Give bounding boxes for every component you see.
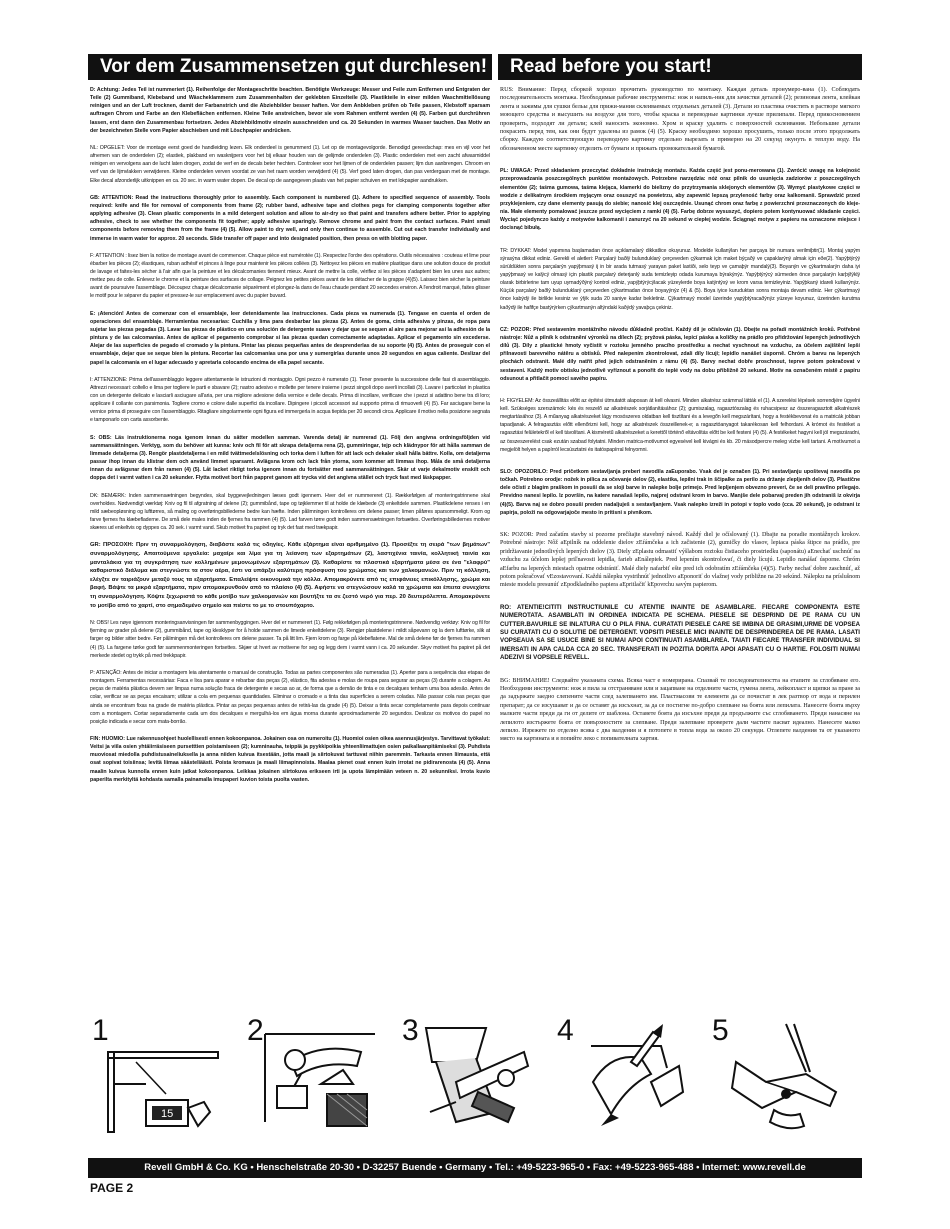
company-footer: Revell GmbH & Co. KG • Henschelstraße 20-30 • D-32257 Buende • Germany • Tel.: +49-5223-965-0 • Fax: +49-5223-965-488 • Internet: www.revell.de (88, 1158, 862, 1178)
page-number: PAGE 2 (90, 1181, 134, 1195)
instruction-paragraph: P: ATENÇÃO: Antes de iniciar a montagem leia atentamente o manual de construção. Todas as partes componentes são numeradas (1). Aperter para a sequência das etapas de montagem. Ferramentas necessárias: Faca e lixa para aparar e rebarbar das peças (2), elástico, fita adesiva e molas de roupa para segurar as peças (3) durante a colagem. As peças de matéria plástica devem ser limpas numa solução fraca de detergente e secas ao ar, de forma que a demão de tinta e os decalques tenham uma boa adesão. Antes de colar, verificar se as peças encaixam; utilizar a cola em pequenas quantidades. Eliminar o cromado e a tinta das superfícies a serem coladas. Não passar cola nas peças que ainda se encontram fixas na grade de matéria plástica. Pintar as peças pequenas antes de retirá-las da grade (4) (5). Deixar a tinta secar completamente para depois continuar com a montagem. Cortar separadamente cada um dos decalques e mergulhá-los em água morna durante aproximadamente 20 segundos. Deslizar os motivos do papel no posição indicada e secar com mata-borrão. (90, 669, 490, 725)
step-number: 3 (402, 1014, 419, 1047)
instruction-paragraph: RO: ATENTIE!CITITI INSTRUCTIUNILE CU ATENTIE INAINTE DE ASAMBLARE. FIECARE COMPONENTA ESTE NUMEROTATA. ASAMBLATI IN ORDINEA INDICATA PE SCHEMA. PIESELE SE DESPRIND DE PE RAMA CU UN CUTTER.BAVURILE SE INLATURA CU O PILA FINA. CURATATI PIESELE CARE SE IMBINA DE GRASIMI,URME DE VOPSEA SU CURATATI CU O SOLUTIE DE DETERGENT. VOPSITI PIESELE MICI INAINTE DE DESPRINDEREA DE PE RAMA. LASATI VOPSEAUA SA SE USUCE BINE SI NUMAI APOI CONTINUATI ASAMBLAREA. TAIATI FIECARE TRANSFER INDIVIDUAL SI IMERSATI IN APA CALDA CCA 20 SEC. TRANSFERATI IN POZITIA DORITA APOI APASATI CU O HARTIE. FOLOSITI NUMAI ADEZIVI SI VOPSELE REVELL. (500, 603, 860, 662)
instruction-paragraph: GR: ΠΡΟΣΟΧΗ: Πριν τη συναρμολόγηση, διαβάστε καλά τις οδηγίες. Κάθε εξάρτημα είναι αριθμημένο (1). Προσέξτε τη σειρά "των βημάτων" συναρμολόγησης. Απαιτούμενα εργαλεία: μαχαίρι και λίμα για τη λείανση των εξαρτημάτων (2), λαστιχένια ταινία, κολλητική ταινία και μανταλάκια για τη συγκράτηση των κολλημένων μεμονωμένων εξαρτημάτων (3). Καθαρίστε τα πλαστικά εξαρτήματα μέσα σε ένα "ελαφρύ" καθαριστικό διάλυμα και στεγνώστε τα στον αέρα, έστι να υπάρξει καλύτερη πρόσφυση του χρώματος και των χαλκομανιών. Πριν τη κόλληση, ελέγξτε αν ταιριάζουν μεταξύ τους τα εξαρτήματα. Επαλείψτε οικονομικά την κόλλα. Απομακρύνετε από τις επιφάνειες επικόλλησης, χρώμα και βαφή. Βάψτε τα μικρά εξαρτήματα, πριν απομακρυνθούν από το πλαίσιο (4) (5). Αφήστε να στεγνώσουν καλά τα χρώματα και έπειτα συνεχίστε τη συναρμολόγηση. Κόψτε ξεχωριστά το κάθε μοτίβο των χαλκομανιών και βουτήξτε τα σε ζεστό νερό για περ. 20 δευτερόλεπτα. Απομακρύνετε το μοτίβο από το χαρτί, στο σημαδεμένο σημείο και πιέστε το με το στουπόχαρτο. (90, 542, 490, 609)
instruction-paragraph: RUS: Внимание: Перед сборкой хорошо прочитать руководство по монтажу. Каждая деталь пронумеро-вана (1). Соблюдать последовательность монтажа. Необходимые рабочие инструменты: нож и напиль-ник для зачистки деталей (2); резиновая лента, клейкая лента и зажимы для сушки бельы для прижи-мания склеиваемых отдельных деталей (3). Детали из пластика очистить в растворе мягкого моющего средства и высушить на воздухе для того, чтобы краска и переводные картинки лучше прилипали. Перед прикосновением проверить, подходят ли детали; клей наносить экономно. Хром и краску удалить с поверхностей склеивания. Небольшие детали покрасить перед тем, как они будут удалены из рамок (4) (5). Краску необходимо хорошо просушить, только после этого продолжать сборку. Каждую соответствующую переводную картинку отдельно вырезать и примерно на 20 секунд окунуть в теплую воду. На обозначенном месте картинку отделить от бумаги и прижать промокательной бумагой. (500, 87, 860, 152)
step-3 (400, 1014, 542, 1143)
instruction-paragraph: I: ATTENZIONE: Prima dell'assemblaggio leggere attentamente le istruzioni di montaggio. Ogni pezzo è numerato (1). Tener presente la successione delle fasi di assemblaggio. Attrezzi necessari: coltello e lima per togliere le parti e sbavare (2); nastro adesivo e mollette per tenere insieme i pezzi singoli dopo averli incollati (3). Lavare i particolari in plastica con un detergente delicato e lasciarli asciugare all'aria, per una migliore adesione della vernice e delle decals. Prima di incollare, verificare che i pezzi si adattino bene tra di loro; applicare il collante con parsimonia. Togliere cromo e colore dalle superfici da incollare. Dipingere i piccoli accessori sul supporto prima di rimuoverli (4) (5). Far asciugare bene la vernice prima di proseguire con l'assemblaggio. Ritagliare singolarmente ogni figura ed immergerla in acqua tiepida per 20 secondi circa. Applicare il motivo nella posizione segnata e tamponarlo con carta assorbente. (90, 376, 490, 424)
illustration-steps (90, 1014, 860, 1143)
instruction-paragraph: CZ: POZOR: Před sestavením montážního návodu důkladně pročíst. Každý díl je očíslován (1). Dbejte na pořadí montážních kroků. Potřebné nástroje: Nůž a pilník k odstranění výronků na dílech (2); pryžová páska, lepicí páska a kolíčky na prádlo pro přidržování lepených jednotlivých dílů (3). Díly z plastické hmoty vyčistit v roztoku jemného pracího prostředku a nechat vyschnout na vzduchu, za účelem zajištění lepší přilnavosti barevného nátěru a obtisků. Před nalepením zkontrolovat, zdali díly lícují; lepidlo nanášet úsporně. Chróm a barvu na lepených plochách odstranit. Malé díly natřít před jejich odstraněním z rámu (4) (5). Barvy nechat dobře proschnout, teprve potom pokračovat v sestavení. Každý motiv obtisku jednotlivě vyříznout a ponořit do teplé vody na dobu přibližně 20 sekund. Motiv na označeném místě z papíru odsunout a přitlačit pomocí savého papíru. (500, 326, 860, 382)
instruction-paragraph: H: FIGYELEM: Az összeállítás előtt az építési útmutatót alaposan át kell olvasni. Minden alkatrész számmal látták el (1). A szerelési lépések sorrendjére ügyelni kell. Szükséges szerszámok: kés és reszelő az alkatrészek sorjátlanításához (2); gumiszalag, ragasztószalag és ruhacsipesz az összeragasztott alkatrészek megtartásához (3). A műanyag alkatrészeket lágy mosószeres oldatban kell tisztítani és a levegőn kell megszárítani, hogy a festékbevonat és a matricák jobban tapadjanak. A felragasztás előtt ellenőrizni kell, hogy az alkatrészek összeillenek-e; a ragasztóanyagot takarékosan kell felhordani. A krómot és festéket a ragasztási felületekről el kell távolítani. A kisméretű alkatrészeket a kerettől történő eltávolítás előtt be kell festeni (4) (5). A festékeket hagyni kell jól megszáradni, az összeszerelést csak ezután szabad folytatni. Minden matrica-motívumot egyesével kell kivágni és kb. 20 másodpercre meleg vízbe kell tartani. A motívumot a megjelölt helyen a papírról lecsúsztatni és itatóspapírral felnyomni. (500, 397, 860, 453)
instruction-paragraph: D: Achtung: Jedes Teil ist nummeriert (1). Reihenfolge der Montageschritte beachten. Benötigte Werkzeuge: Messer und Feile zum Entfernen und Entgraten der Teile (2) Gummiband, Klebeband und Wäscheklammern zum Zusammenhalten der geklebten Einzelteile (3). Plastikteile in einer milden Waschmittellösung reinigen und an der Luft trocknen, damit der Farbanstrich und die Abziehbilder besser haften. Vor dem Anbkleben prüfen ob Teile passen, Klebstoff sparsam auftragen Chrom und Farbe an den Klebeflächen entfernen. Kleine Teile anstreichen, bevor sie vom Rahmen entfernt werden (4) (5). Farben gut durchrühren lassen, erst dann den Zusammenbau fortsetzen. Jedes Abziehbildmotiv einzeln ausschneiden und ca. 20 Sekunden in warmes Wasser tauchen. Das Motiv an der bezeichneten Stelle vom Papier abschieben und mit Löschpapier andrücken. (90, 87, 490, 134)
knife-and-file-icon (261, 1022, 381, 1142)
step-5 (710, 1014, 852, 1143)
right-column (500, 86, 860, 848)
instruction-paragraph: TR: DYKKAT: Model yapımına başlamadan önce açıklamalarý dikkatlice okuyunuz. Modelde kullanýlan her parçaya bir numara verilmiþtir(1). Montaj yapým sýrasýna dikkat ediniz. Gerekli el aletleri: Parçalarý baðlý bulunduklarý çerçeveden çýkarmak için maket býçaðý ve çapaklarýný almak için eðe(2). Yapýþtýrýý sürüldükten sonra parçalarýn yapýþmasý ij in bir arada tutmasý yarayan paket lastiði, selo teyp ve çamaþýr mandalý(3). Boyanýn ve çýkartmalarýn daha iyi yapýþmasý ve kalýcý olmasý için plastik parçalarý deterjanlý suda temizleyip odada kurumaya býrakýnýz. Yapýþtýrýcý sürmeden önce parçalarýn karþýlýklý olarak birbirlerine tam uyup uymadýðýný kontrol ediniz, yapýþtýrýcýlacak yüzeylerde boya katýntýsý ve krom varsa temizleyiniz. Yapýþkaný idareli kullanýnýz. Küçük parçalarý baðlý bulunduklarý çerçeveden çýkartmadan önce boyayýnýz (4) & (5). Boya iyice kuruduktan sonra montaja devam ediniz. Her çýkartmayý önce kabýdý ile birlikte kesiniz ve ýlýk suda 20 saniye kadar bekletiniz. Çýkartmayý model üzerinde yapýþtýracaðýnýz yüzeye koyunuz, üzerinden kurutma kaðýdý ile hafifçe bastýrýrken çýkartmanýn altýndaki kaðýdý yavaþça çekiniz. (500, 247, 860, 311)
step-number: 5 (712, 1014, 729, 1047)
paint-brush-frame-icon (571, 1022, 691, 1142)
instruction-paragraph: N: OBS! Les nøye igjennom monteringsanvisningen før sammenbyggingen. Hver del er nummerert (1). Følg rekkefølgen på monteringstrinnene. Nødvendig verktøy: Kniv og fil for fjerning av grader på delene (2), gummibånd, tape og klesklyper for å holde sammen de limede enkeltdelene (3). Rengjør plastdelene i mildt såpevann og la dem lufttørke, slik at farger og bilder sitter bedre. Før pålimingen må det kontrolleres om delene passer. Ta på litt lim. Fjern krom og farge på klebeflatene. Mal de små delene før de fjernes fra rammen (4) (5). La fargene tørke godt før sammenmonteringen fortsettes. Skjær ut hvert av motivene for seg og legg dem i varmt vann i ca. 20 sekunder. Skyv motivet fra papiret på det merkede stedet og trykk på med trekkpapir. (90, 620, 490, 659)
instruction-paragraph: DK: BEMÆRK: Inden sammensætningen begyndes, skal byggevejledningen læses godt igennem. Hver del er nummereret (1). Rækkefølgen af monteringstrinnene skal overholdes. Nødvendigt værktøj: Kniv og fil til afgratning af delene (2); gummibånd, tape og tøjklemmer til at holde de klæbede (3) enkeltdele sammen. Plastikdelene renses i en mild sæbeopløsning og lufttørres, så maling og overføringsbillederne bedre kan hæfte. Inden pålimningen kontrolleres om delene passer; limen påføres sparsommeligt. Krom og farve fjernes fra klæbefladerne. De små dele males inden de fjernes fra rammen (4) (5). Lad farven tørre godt inden sammensætningen fortsættes. Overføringsbilledernes motiver skæres ud enkeltvis og dyppes ca. 20 sek. i varmt vand. Skub motivet fra papiret og tryk det fast med trækpapir. (90, 492, 490, 532)
parts-numbered-icon (106, 1022, 226, 1142)
instruction-paragraph: PL: UWAGA: Przed składaniem przeczytać dokładnie instrukcję montażu. Każda część jest ponu-merowana (1). Zwrócić uwagę na kolejność przeprowadzania poszczególnych punktów montażowych. Potrzebne narzędzia: nóż oraz pilnik do usunięcia zadziorów z poszczególnych elementów (2); taśma gumowa, taśma klejąca, klamerki do bielizny do przytrzymania sklejonych elementów (3). Wymyć plastykowe części w wodzie z delikatnym środkiem myjącym oraz osuszyć na powietrzu, aby zapewnić lepszą przyleność farby oraz kalkomanii. Sprawdzić przed przyklejeniem, czy dane elementy pasują do siebie; nanosić klej oszczędnie. Usunąć chrom oraz farbę z powierzchni przeznaczonych do kleje-nia. Małe elementy pomalować jeszcze przed wycięciem z ramki (4) (5). Farbę dobrze wysuszyć, dopiero potem kontynuować składanie części. Wyciąć pojedynczo każdy z motywów kalkomanii i zanurzyć na 20 sekund w ciepłej wodzie. Ściągnąć motyw z papieru na oznaczone miejsce i docisnąć bibułą. (500, 168, 860, 232)
banner-german: Vor dem Zusammensetzen gut durchlesen! (88, 54, 492, 80)
instruction-paragraph: NL: OPGELET: Voor de montage eerst goed de handleiding lezen. Elk onderdeel is genummerd (1). Let op de montagevolgorde. Benodigd gereedschap: mes en vijl voor het afnemen van de onderdelen (2); elastiek, plakband en wasknijpers voor het bij elkaar houden van de gelijmde onderdelen (3). Plastic onderdelen met een zacht afwasmiddel reinigen en vervolgens aan de lucht laten drogen, zodat de verf en de decals beter hechten. Controleer voor het lijmen of de onderdelen passen; lijm dun aanbrengen. Chroom en verf van de lijmvlakken verwijderen. Kleine onderdelen verven voordat ze van het raam worden verwijderd (4) (5). Verf goed laten drogen, dan pas verdergaan met de montage. Elke decal afzonderlijk uitknippen en ca. 20 sec. in warm water dopen. De decal op de aangegeven plaats van het papier schuiven en met lokpapier aandrukken. (90, 144, 490, 184)
instruction-paragraph: S: OBS: Läs instruktionerna noga igenom innan du sätter modellen samman. Varenda detalj är numrerad (1). Följ den angivna ordningsföljden vid sammansättningen. Verktyg, som du behöver att kunna: kniv och fil för att skrapa detaljerna rena (2), gummiringar, tejp och klädnypor för att hålla samman de limmade detaljerna (3). Rengör plastdetaljerna i en mild tvättmedelslösning och torka dem i luften för att lack och dekaler skall hålla bättre. Kolla, om detaljerna passar ihop innan du klistrar dem och använd limmet sparsamt. Avlägsna krom och lack från ytorna, som kommer att limmas ihop. Måla de små detaljerna innan du avlägsnar dem från ramen (4) (5). Låt lacket riktigt torka igenom innan du fortsätter med sammansättningen. Skär ut varje dekalmotiv enskilt och doppa det i varmt vatten i ca 20 sekunder. Flytta motivet bort från pappret ganom att trycka vid det angivna stället och tryck fast med läskpapper. (90, 434, 490, 482)
decal-tweezers-icon (726, 1022, 846, 1142)
instruction-paragraph: SLO: OPOZORILO: Pred pričetkom sestavljanja preberi navodila zaEuporabo. Vsak del je označen (1). Pri sestavljanju upoštevaj navodila po točkah. Potrebno orodje: nožek in pilica za očevanje delov (2), elastika, lepilni trak in ščipalke za perilo za držanje zlepljenih delov (3). Plastične dele očisti z blagim praškom in posuši da se sloji barve in nalepke bolje primejo. Pred lepljenjem obvezno preveri, če se deli pravilno prilegajo. Previdno nanesi lepilo. Iz površin, na katere nanašaš lepilo, najprej odstrani krom in barvo. Manjše dele pobarvaj preden jih odstraniš iz okvirja (4)(5). Barva naj se dobro posuši preden nadaljuješ s sestavljanjem. Vsak nalepko izreži in potopi v toplo vodo (cca. 20 sekund), jo odstrani iz papirja, položi na odgovarjajoče mesto in pritisni s pivnikom. (500, 468, 860, 516)
instruction-paragraph: SK: POZOR: Pred začatím stavby si pozorne prečítajte stavebný návod. Každý diel je očíslovaný (1). Dbajte na poradie montážnych krokov. Potrebné nástroje: Nôž aEpilník na oddelenie dielov zEŕámčeka a ich začistenie (2), gumičky do vlasov, lepiaca páska štipce na prádlo, pre pridržiavanie jednotlivých lepených dielov (3). Diely zEplastu odmastiť výšlabom roztoku čistiaceho prostriedku (saponátu) aEnechať uschnúť na vzduchu za účelom lepšej priľnavosti lepidla, farieb aEnálepiek. Pred lepením skontrolovať, či diely lícujú. Lepidlo nanášať úsporne. Chróm aEfarbu na lepených miestach opatrne odstrániť. Malé diely nafarbiť ešte pred ich odobratím zEŕámčeka (4)(5). Farby nechať dobre zaschnúť, až potom pokračovať vEzostavovaní. Každú nálepku vystrihnúť jednotlivo aEponoriť do vlažnej vody približne na 20 sekúnd. Nálepku na príslušnom mieste modelu presunúť zEpodkladného papiera aEpritlačiť kEpovrchu savým papierom. (500, 531, 860, 589)
step-2 (245, 1014, 387, 1143)
instruction-paragraph: E: ¡Atención! Antes de comenzar con el ensamblaje, leer detenidamente las instrucciones. Cada pieza va numerada (1). Tengase en cuenta el orden de operaciones del ensamblaje. Herramientas necesarias: Cuchilla y lima para desbarbar las piezas (2). Antes de goma, cinta adhesiva y pinzas, de ropa para sujetar las piezas pegadas (3). Lavar las piezas de plástico en una solución de detergente suave y dejar que se sequen al aire para mejorar así la adhesión de la pintura y de las calcomanías. Antes de aplicar el pegamento comprobar si las piezas quedan correctamente adaptadas. Aplicar el pegamento sin excederse. Alejar de las superficies de pegado el cromado y la pintura. Pintar las piezas pequeñas antes de desprenderlas de su soporte (4) (5). Antes de proseguir con el ensamblaje, dejar que se seque bien la pintura. Recortar las calcomanías una por una y sumergirlas durante unos 20 segundos en agua caliente. Deslizar del papel la calcomanía en el lugar adecuado y apretarla colocando encima de ella papel secante. (90, 310, 490, 366)
instruction-paragraph: F: ATTENTION : lisez bien la notice de montage avant de commencer. Chaque pièce est numérotée (1). Respectez l'ordre des opérations. Outils nécessaires : couteau et lime pour ébarber les pièces (2); élastiques, ruban adhésif et pinces à linge pour maintenir les pièces collées (3). Nettoyez les pièces en matière plastique dans une solution douce de produit de lavage et faites-les sécher à l'air afin que la peinture et les décalcomanies tiennent mieux. Avant de mettre la colle, vérifiez si les pièces s'adaptent bien les unes aux autres; mettez peu de colle. Enlevez le chrome et la peinture des surfaces de collage. Peignez les petites pièces avant de les détacher de la grappe (4)(5). Laissez bien sécher la peinture avant de poursuivre l'assemblage. Découpez chaque décalcomanie séparément et plongez-la dans de l'eau chaude pendant 20 secondes environ. A l'endroit marqué, faites glisser le motif pour le séparer du papier et pressez-le sur emplacement avec du papier buvard. (90, 252, 490, 300)
svg-text:15: 15 (161, 1108, 174, 1120)
clamp-and-tape-icon (416, 1022, 536, 1142)
step-number: 2 (247, 1014, 264, 1047)
step-4 (555, 1014, 697, 1143)
instruction-paragraph: GB: ATTENTION: Read the instructions thoroughly prior to assembly. Each component is numbered (1). Adhere to specified sequence of assembly. Tools required: knife and file for removal of components from frame (2); rubber band, adhesive tape and clothes pegs for clamping components together after applying adhesive (3). Clean plastic components in a mild detergent solution and allow to air-dry so that paint and transfers adhere better. Prior to applying adhesive, check to see whether the components fit together; apply adhesive sparingly. Remove chrome and paint from the contact surfaces. Paint small components before removing them from the frame (4) (5). Allow paint to dry well, and only then continue to assemble. Cut out each transfer individually and immerse in warm water for approx. 20 seconds. Slide transfer off paper and into designated position, then press on with blotting paper. (90, 194, 490, 242)
banner-english: Read before you start! (498, 54, 862, 80)
left-column (90, 86, 490, 870)
step-1 (90, 1014, 232, 1143)
instruction-paragraph: BG: ВНИМАНИЕ! Следвайте указаната схема. Всяка част е номерирана. Спазвай те последователността на етапите за сглобяване его. Необходими инструменти: нож и пила за отстраняване или и зацапване на отделните части, гумена лента, лейкопласт и щипки за пране за да задържате заедно слепените части след залепването им. Пластмасови те елементи да се почистат в лек разтвор от вода и перилен препарат; да се изсушават и да се оставят да изсъхнат, за да се постигне по-добро слепване на боята или лепилата. Нанесете боята върху малките части преди да ги от делите от шаблона. Оставете боята да изсъхне преди да продължите със сглобяването. Преди нанасяне на лепилото изстържете боята от повърхностите за слепване. Преди залепване проверете дали частите пасват идеално. Нанесете малко лепило. Изрежете по отделно всяка с два валдения и я потопете в топла вода за около 20 секунди. Отлепете валдения та от указаното място на картината и я попийте леко с попивателната хартия. (500, 677, 860, 743)
step-number: 4 (557, 1014, 574, 1047)
step-number: 1 (92, 1014, 109, 1047)
instruction-paragraph: FIN: HUOMIO: Lue rakennusohjeet huolellisesti ennen kokoonpanoa. Jokainen osa on numeroitu (1). Huomioi osien oikea asennusjärjestys. Tarvittavat työkalut: Veitsi ja viila osien yhtäiirräsiseen pursetttien poistamiseen (2); kumninauha, teippiä ja pyykkipoikia yhteenliimattujen osien paikallaanpitämiseksi (3). Puhdista muoviosat miedolla puhdistusaineliuksella ja anna niiden kuivua itsestään, jotta maali ja siirtokuvat tarttuvat niihin paremmin. Tarkasta ennen liimausta, että osat sopivat toisiinsa; levitä liimaa säästeliäästi. Poista kromaus ja maali liimapinnoista. Maalaa pienet osat ennen kuin irrotat ne pidirarenosta (4) (5). Anna maalin kuivua kunnolla ennen kuin jatkat kokoonpanoa. Leikkaa jokainen siirtokuva erikseen irti ja upota lämpimään veteen n. 20 sekunniksi. Irrota kuvio paperilta merkityltä kohdasta samalla painamalla imupaperi kuvion toista puolta vasten. (90, 735, 490, 783)
